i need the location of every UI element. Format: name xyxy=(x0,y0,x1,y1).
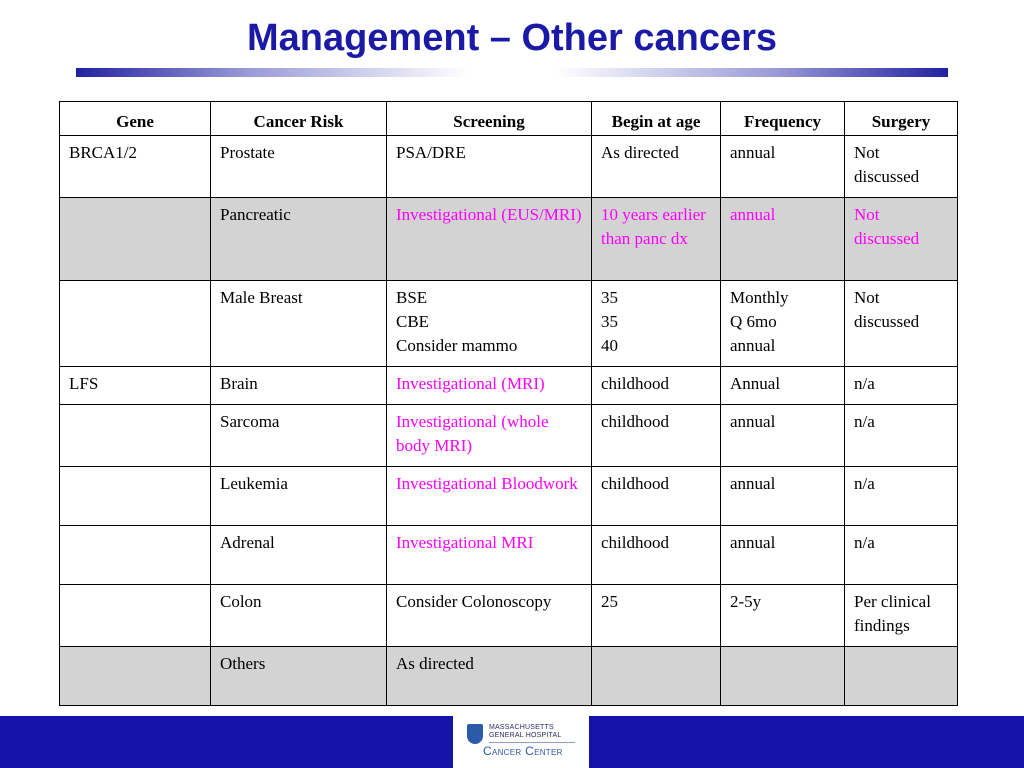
cell-text: Leukemia xyxy=(220,474,288,493)
cell-text: PSA/DRE xyxy=(396,143,466,162)
cell-surgery xyxy=(845,585,958,647)
header-gene: Gene xyxy=(60,102,211,136)
header-cancer-risk: Cancer Risk xyxy=(211,102,387,136)
cell-screening xyxy=(387,647,592,706)
table-row xyxy=(60,647,958,706)
cell-begin-at-age xyxy=(592,136,721,198)
slide-title: Management – Other cancers xyxy=(246,17,778,59)
cell-cancer-risk xyxy=(211,136,387,198)
cell-text: Adrenal xyxy=(220,533,275,552)
cell-text: 25 xyxy=(601,592,618,611)
cell-surgery xyxy=(845,467,958,526)
cell-text: Not discussed xyxy=(854,205,920,248)
cell-text: Q 6mo xyxy=(730,312,777,331)
cell-frequency xyxy=(721,647,845,706)
cell-text: Prostate xyxy=(220,143,275,162)
cell-frequency xyxy=(721,585,845,647)
header-frequency: Frequency xyxy=(721,102,845,136)
table-body xyxy=(60,136,958,706)
cell-surgery xyxy=(845,198,958,281)
logo-text-cancer-center: Cancer Center xyxy=(483,744,563,758)
cell-text: Consider Colonoscopy xyxy=(396,592,552,611)
cell-cancer-risk xyxy=(211,647,387,706)
cell-frequency xyxy=(721,281,845,367)
cell-text: childhood xyxy=(601,412,669,431)
cell-text: Sarcoma xyxy=(220,412,280,431)
cell-text: LFS xyxy=(69,374,99,393)
table-row xyxy=(60,198,958,281)
cell-begin-at-age xyxy=(592,367,721,405)
cell-gene xyxy=(60,585,211,647)
cell-gene xyxy=(60,467,211,526)
cell-screening xyxy=(387,467,592,526)
cell-text: 35 xyxy=(601,288,618,307)
cell-screening xyxy=(387,281,592,367)
cell-text: Consider mammo xyxy=(396,336,518,355)
cell-text: Colon xyxy=(220,592,262,611)
cell-text: Not discussed xyxy=(854,143,920,186)
cell-gene xyxy=(60,405,211,467)
table-row xyxy=(60,367,958,405)
cell-gene xyxy=(60,647,211,706)
cell-surgery xyxy=(845,281,958,367)
cell-screening xyxy=(387,367,592,405)
cell-surgery xyxy=(845,647,958,706)
cell-begin-at-age xyxy=(592,647,721,706)
cell-text: Not discussed xyxy=(854,288,920,331)
cell-text: childhood xyxy=(601,533,669,552)
cell-begin-at-age xyxy=(592,405,721,467)
cell-text: Others xyxy=(220,654,266,673)
table-header-row xyxy=(60,102,958,136)
cell-text: Male Breast xyxy=(220,288,303,307)
cell-gene xyxy=(60,281,211,367)
cell-cancer-risk xyxy=(211,281,387,367)
cell-text: Per clinical findings xyxy=(854,592,931,635)
cell-text: Brain xyxy=(220,374,258,393)
cell-frequency xyxy=(721,405,845,467)
cell-cancer-risk xyxy=(211,405,387,467)
cell-cancer-risk xyxy=(211,198,387,281)
logo-text-line2: GENERAL HOSPITAL xyxy=(489,732,562,739)
cell-screening xyxy=(387,526,592,585)
cell-text: As directed xyxy=(601,143,679,162)
cell-text: BSE xyxy=(396,288,428,307)
hospital-logo xyxy=(453,716,589,768)
cell-text: 40 xyxy=(601,336,618,355)
cell-text: n/a xyxy=(854,412,875,431)
cell-frequency xyxy=(721,367,845,405)
cell-text: n/a xyxy=(854,474,875,493)
cell-cancer-risk xyxy=(211,467,387,526)
cell-cancer-risk xyxy=(211,585,387,647)
cell-surgery xyxy=(845,405,958,467)
cell-frequency xyxy=(721,136,845,198)
header-screening: Screening xyxy=(387,102,592,136)
cell-text: Investigational Bloodwork xyxy=(396,474,578,493)
cell-text: annual xyxy=(730,336,776,355)
cell-gene xyxy=(60,526,211,585)
cell-gene xyxy=(60,198,211,281)
logo-text-line1: MASSACHUSETTS xyxy=(489,724,554,731)
cell-begin-at-age xyxy=(592,526,721,585)
table-row xyxy=(60,281,958,367)
cell-surgery xyxy=(845,526,958,585)
cell-text: annual xyxy=(730,205,776,224)
cell-cancer-risk xyxy=(211,526,387,585)
table-row xyxy=(60,526,958,585)
cell-text: Investigational (whole body MRI) xyxy=(396,412,549,455)
shield-seal-icon xyxy=(467,724,483,744)
table-row xyxy=(60,467,958,526)
cell-screening xyxy=(387,198,592,281)
cell-text: Monthly xyxy=(730,288,789,307)
cell-surgery xyxy=(845,136,958,198)
cell-text: 2-5y xyxy=(730,592,762,611)
cell-begin-at-age xyxy=(592,281,721,367)
cell-text: CBE xyxy=(396,312,430,331)
cell-text: Investigational (EUS/MRI) xyxy=(396,205,582,224)
table-row xyxy=(60,136,958,198)
cell-text: annual xyxy=(730,412,776,431)
cell-text: BRCA1/2 xyxy=(69,143,138,162)
cell-screening xyxy=(387,585,592,647)
cell-text: Investigational (MRI) xyxy=(396,374,545,393)
cell-text: As directed xyxy=(396,654,474,673)
cell-text: annual xyxy=(730,533,776,552)
cell-gene xyxy=(60,136,211,198)
cell-gene xyxy=(60,367,211,405)
cell-frequency xyxy=(721,467,845,526)
cell-cancer-risk xyxy=(211,367,387,405)
cell-text: annual xyxy=(730,143,776,162)
logo-divider xyxy=(489,742,575,743)
title-underline xyxy=(76,68,948,77)
cell-text: childhood xyxy=(601,374,669,393)
header-surgery: Surgery xyxy=(845,102,958,136)
table-row xyxy=(60,405,958,467)
cell-text: Pancreatic xyxy=(220,205,291,224)
cell-surgery xyxy=(845,367,958,405)
cell-screening xyxy=(387,136,592,198)
cell-text: 10 years earlier than panc dx xyxy=(601,205,706,248)
cell-frequency xyxy=(721,526,845,585)
cell-text: 35 xyxy=(601,312,618,331)
cell-text: annual xyxy=(730,474,776,493)
cell-text: n/a xyxy=(854,374,875,393)
cell-begin-at-age xyxy=(592,585,721,647)
header-begin-at-age: Begin at age xyxy=(592,102,721,136)
cell-text: childhood xyxy=(601,474,669,493)
cell-text: Investigational MRI xyxy=(396,533,534,552)
cell-text: Annual xyxy=(730,374,781,393)
cell-text: n/a xyxy=(854,533,875,552)
cell-begin-at-age xyxy=(592,198,721,281)
table-row xyxy=(60,585,958,647)
cell-frequency xyxy=(721,198,845,281)
cell-screening xyxy=(387,405,592,467)
screening-table xyxy=(59,101,958,706)
cell-begin-at-age xyxy=(592,467,721,526)
